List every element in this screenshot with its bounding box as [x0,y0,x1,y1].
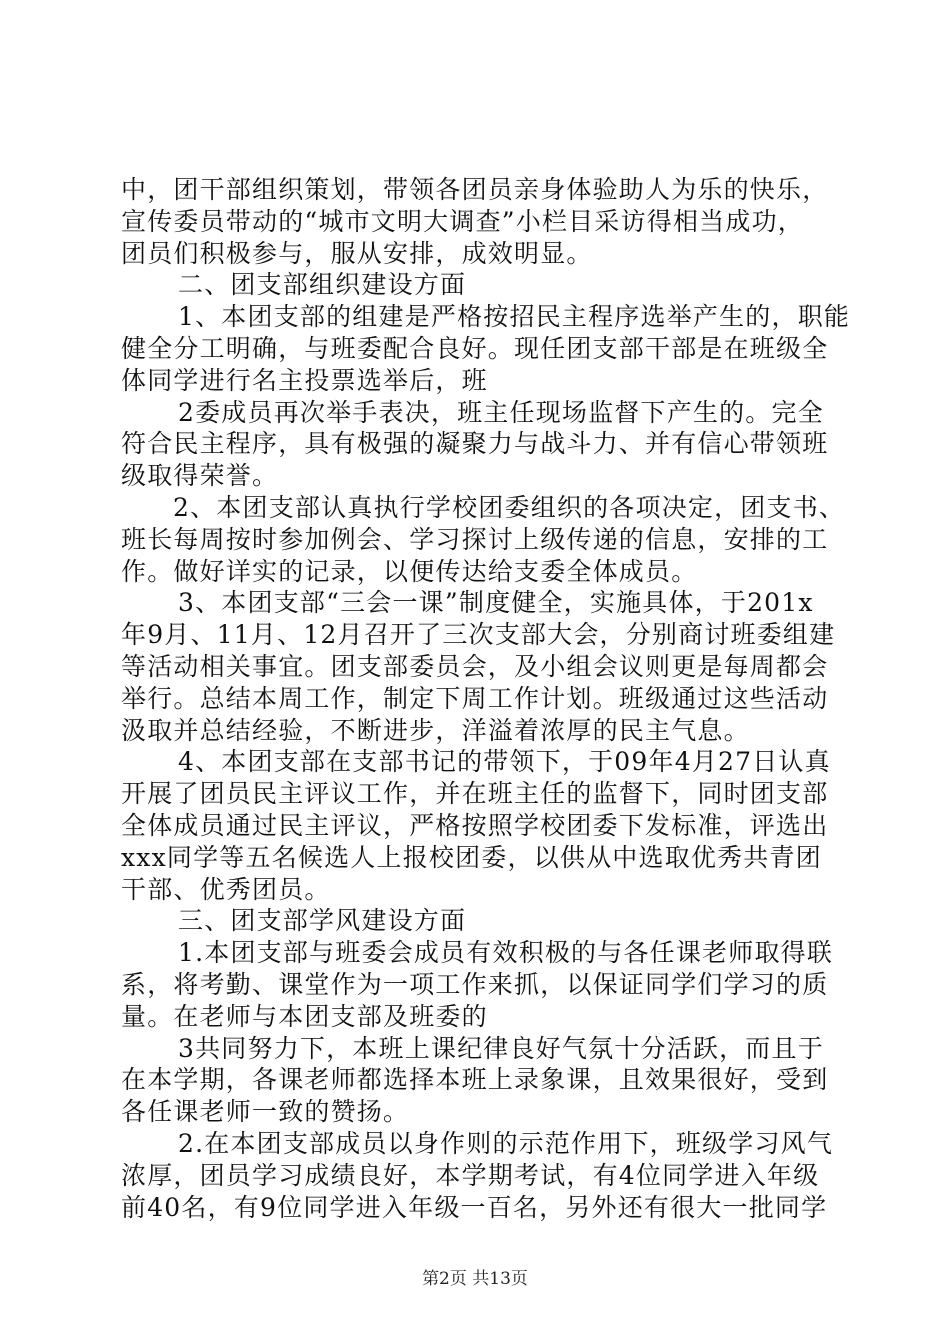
text-line: 各任课老师一致的赞扬。 [121,1097,410,1127]
text-line: 年9月、11月、12月召开了三次支部大会，分别商讨班委组建 [121,620,836,650]
text-line: 作。做好详实的记录，以便传达给支委全体成员。 [121,556,698,586]
text-line: 班长每周按时参加例会、学习探讨上级传递的信息，安排的工 [121,524,829,554]
text-line: 二、团支部组织建设方面 [178,270,467,300]
text-line: 符合民主程序，具有极强的凝聚力与战斗力、并有信心带领班 [121,429,829,459]
text-line: 汲取并总结经验，不断进步，洋溢着浓厚的民主气息。 [121,715,750,745]
text-line: 3、本团支部“三会一课”制度健全，实施具体，于201x [178,588,814,618]
text-line: 3共同努力下，本班上课纪律良好气氛十分活跃，而且于 [178,1033,824,1063]
text-line: 4、本团支部在支部书记的带领下，于09年4月27日认真 [178,747,831,777]
text-line: 全体成员通过民主评议，严格按照学校团委下发标准，评选出 [121,810,829,840]
document-body [121,174,851,1223]
text-line: 宣传委员带动的“城市文明大调查”小栏目采访得相当成功， [121,206,804,236]
text-line: 量。在老师与本团支部及班委的 [121,1001,488,1031]
text-line: 举行。总结本周工作，制定下周工作计划。班级通过这些活动 [121,683,829,713]
text-line: xxx同学等五名候选人上报校团委，以供从中选取优秀共青团 [121,842,822,872]
text-line: 体同学进行名主投票选举后，班 [121,365,488,395]
text-line: 干部、优秀团员。 [121,874,331,904]
text-line: 1、本团支部的组建是严格按招民主程序选举产生的，职能 [178,302,851,332]
text-line: 浓厚，团员学习成绩良好，本学期考试，有4位同学进入年级 [121,1160,820,1190]
text-line: 前40名，有9位同学进入年级一百名，另外还有很大一批同学 [121,1192,828,1222]
text-line: 2委成员再次举手表决，班主任现场监督下产生的。完全 [178,397,824,427]
text-line: 三、团支部学风建设方面 [178,906,467,936]
page-footer: 第2页 共13页 [422,1269,528,1289]
text-line: 在本学期，各课老师都选择本班上录象课，且效果很好，受到 [121,1065,829,1095]
text-line: 健全分工明确，与班委配合良好。现任团支部干部是在班级全 [121,333,829,363]
text-line: 等活动相关事宜。团支部委员会，及小组会议则更是每周都会 [121,651,829,681]
text-line: 2、本团支部认真执行学校团委组织的各项决定，团支书、 [173,492,846,522]
text-line: 1.本团支部与班委会成员有效积极的与各任课老师取得联 [178,938,834,968]
text-line: 级取得荣誉。 [121,461,279,491]
text-line: 系，将考勤、课堂作为一项工作来抓，以保证同学们学习的质 [121,969,829,999]
text-line: 开展了团员民主评议工作，并在班主任的监督下，同时团支部 [121,779,829,809]
text-line: 2.在本团支部成员以身作则的示范作用下，班级学习风气 [178,1128,834,1158]
text-line: 团员们积极参与，服从安排，成效明显。 [121,238,593,268]
text-line: 中，团干部组织策划，带领各团员亲身体验助人为乐的快乐， [121,175,829,204]
